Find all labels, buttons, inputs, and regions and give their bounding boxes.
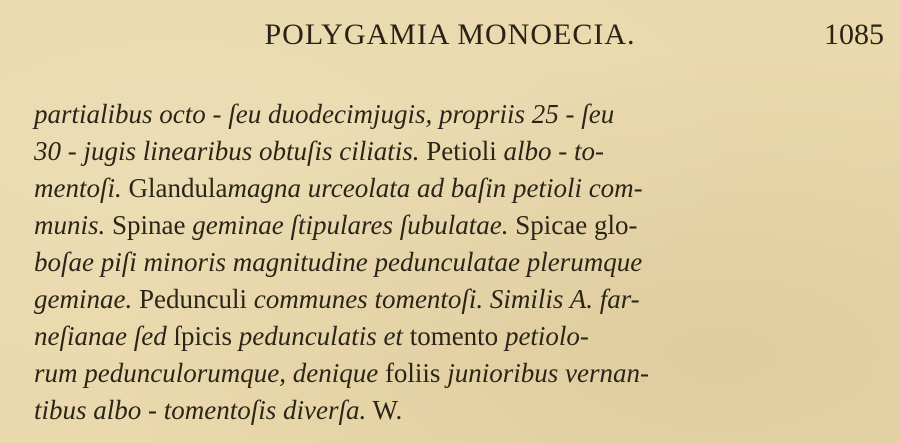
italic-text: boſae piſi minoris magnitudine pedunculatae plerumque: [34, 247, 643, 277]
upright-text: ſpicis: [166, 321, 239, 351]
running-title: POLYGAMIA MONOECIA.: [264, 18, 636, 51]
text-line: [34, 133, 886, 170]
italic-text: junioribus vernan-: [447, 358, 649, 388]
italic-text: 30 - jugis linearibus obtuſis ciliatis.: [34, 136, 420, 166]
italic-text: geminae ſtipulares ſubulatae.: [192, 210, 509, 240]
upright-text: tomento: [402, 321, 505, 351]
italic-text: geminae.: [34, 284, 133, 314]
page-header: [0, 18, 900, 62]
text-line: [34, 355, 886, 392]
italic-text: pedunculatis et: [238, 321, 403, 351]
italic-text: mentoſi.: [34, 173, 122, 203]
text-line: [34, 96, 886, 133]
text-line: [34, 170, 886, 207]
italic-text: partialibus octo - ſeu duodecimjugis, propriis 25 - ſeu: [34, 99, 615, 129]
page-number: 1085: [824, 18, 884, 51]
italic-text: communes tomentoſi. Similis A. far-: [253, 284, 640, 314]
italic-text: rum pedunculorumque, denique: [34, 358, 379, 388]
italic-text: munis.: [34, 210, 106, 240]
upright-text: foliis: [378, 358, 448, 388]
text-line: [34, 244, 886, 281]
upright-text: Glandula: [121, 173, 228, 203]
italic-text: tibus albo - tomentoſis diverſa.: [34, 395, 367, 425]
upright-text: W.: [366, 395, 403, 425]
text-line: [34, 281, 886, 318]
italic-text: magna urceolata ad baſin petioli com-: [227, 173, 643, 203]
upright-text: Spicae glo-: [508, 210, 638, 240]
italic-text: petiolo-: [504, 321, 589, 351]
italic-text: neſianae ſed: [34, 321, 167, 351]
body-text: [34, 96, 886, 429]
text-line: [34, 318, 886, 355]
upright-text: Petioli: [419, 136, 504, 166]
italic-text: albo - to-: [503, 136, 605, 166]
upright-text: Spinae: [105, 210, 193, 240]
upright-text: Pedunculi: [132, 284, 254, 314]
text-line: [34, 392, 886, 429]
text-line: [34, 207, 886, 244]
